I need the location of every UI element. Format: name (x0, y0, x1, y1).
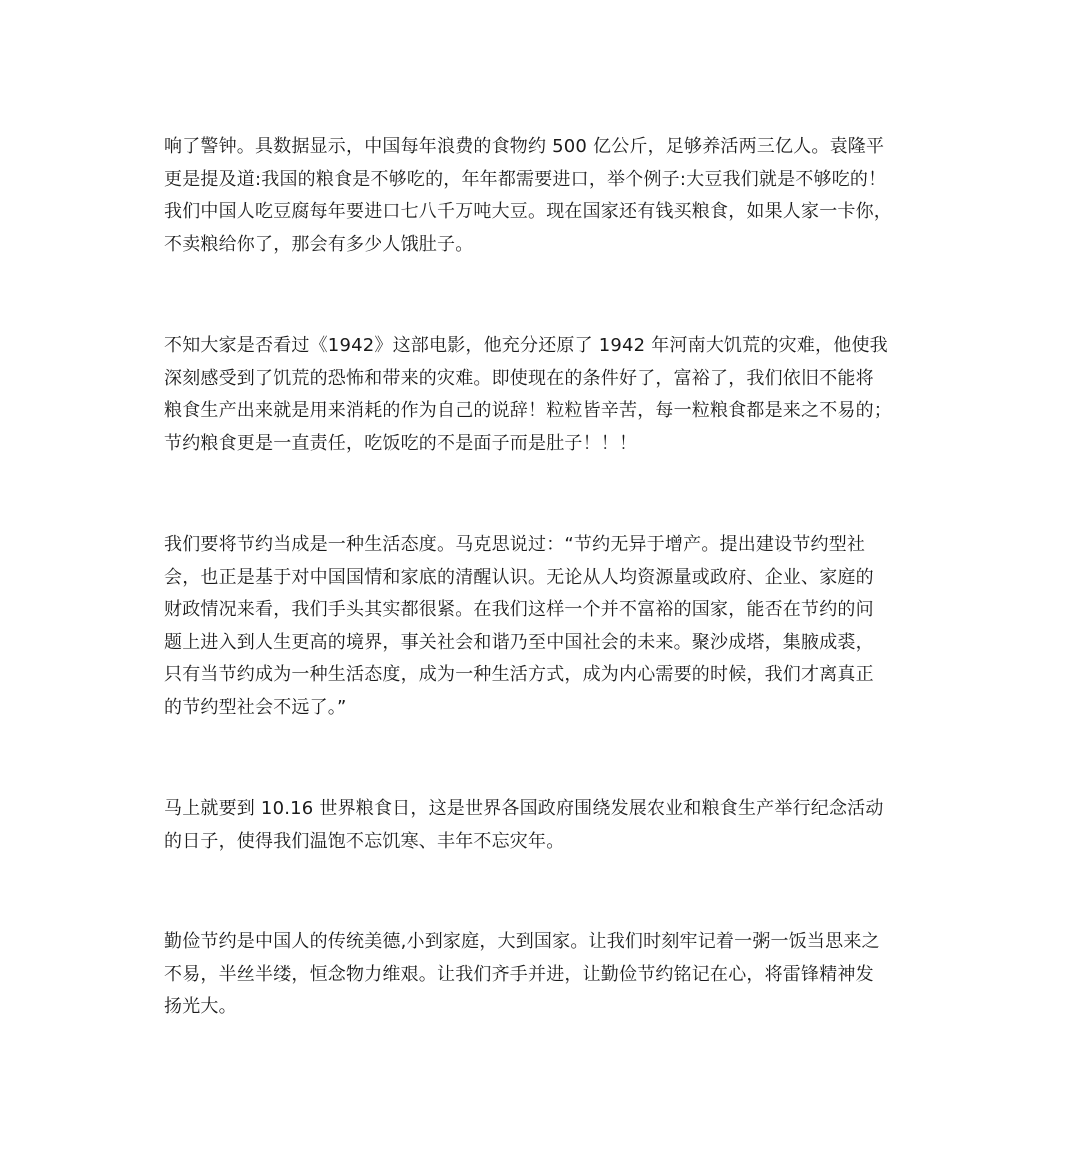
paragraph-world-food-day (164, 793, 916, 858)
text-line: 我们要将节约当成是一种生活态度。马克思说过：“节约无异于增产。提出建设节约型社 (164, 534, 866, 555)
text-line: 的节约型社会不远了。” (164, 696, 347, 718)
text-line: 只有当节约成为一种生活态度，成为一种生活方式，成为内心需要的时候，我们才离真正 (164, 664, 874, 685)
text-line: 扬光大。 (164, 996, 237, 1017)
text-line: 勤俭节约是中国人的传统美德,小到家庭，大到国家。让我们时刻牢记着一粥一饭当思来之 (164, 931, 880, 952)
text-line: 我们中国人吃豆腐每年要进口七八千万吨大豆。现在国家还有钱买粮食，如果人家一卡你， (164, 201, 892, 222)
paragraph-marx-quote (164, 529, 916, 724)
text-line: 节约粮食更是一直责任，吃饭吃的不是面子而是肚子！！！ (164, 432, 638, 454)
text-line: 马上就要到 10.16 世界粮食日，这是世界各国政府围绕发展农业和粮食生产举行纪念活动 (164, 798, 884, 819)
text-line: 题上进入到人生更高的境界，事关社会和谐乃至中国社会的未来。聚沙成塔，集腋成裘， (164, 631, 874, 653)
text-line: 深刻感受到了饥荒的恐怖和带来的灾难。即使现在的条件好了，富裕了，我们依旧不能将 (164, 367, 874, 389)
text-line: 会，也正是基于对中国国情和家底的清醒认识。无论从人均资源量或政府、企业、家庭的 (164, 566, 874, 588)
text-line: 响了警钟。具数据显示，中国每年浪费的食物约 500 亿公斤，足够养活两三亿人。袁隆平 (164, 136, 885, 157)
text-line: 财政情况来看，我们手头其实都很紧。在我们这样一个并不富裕的国家，能否在节约的问 (164, 599, 874, 620)
text-line: 更是提及道:我国的粮食是不够吃的，年年都需要进口，举个例子:大豆我们就是不够吃的！ (164, 168, 887, 190)
text-line: 不易，半丝半缕，恒念物力维艰。让我们齐手并进，让勤俭节约铭记在心，将雷锋精神发 (164, 963, 874, 985)
paragraph-food-waste (164, 131, 916, 261)
text-line: 不知大家是否看过《1942》这部电影，他充分还原了 1942 年河南大饥荒的灾难，他使我 (164, 335, 888, 356)
text-line: 粮食生产出来就是用来消耗的作为自己的说辞！粒粒皆辛苦，每一粒粮食都是来之不易的； (164, 400, 892, 421)
paragraph-movie-1942 (164, 330, 916, 460)
paragraph-thrift-virtue (164, 926, 916, 1024)
text-line: 的日子，使得我们温饱不忘饥寒、丰年不忘灾年。 (164, 830, 565, 852)
text-line: 不卖粮给你了，那会有多少人饿肚子。 (164, 233, 474, 255)
